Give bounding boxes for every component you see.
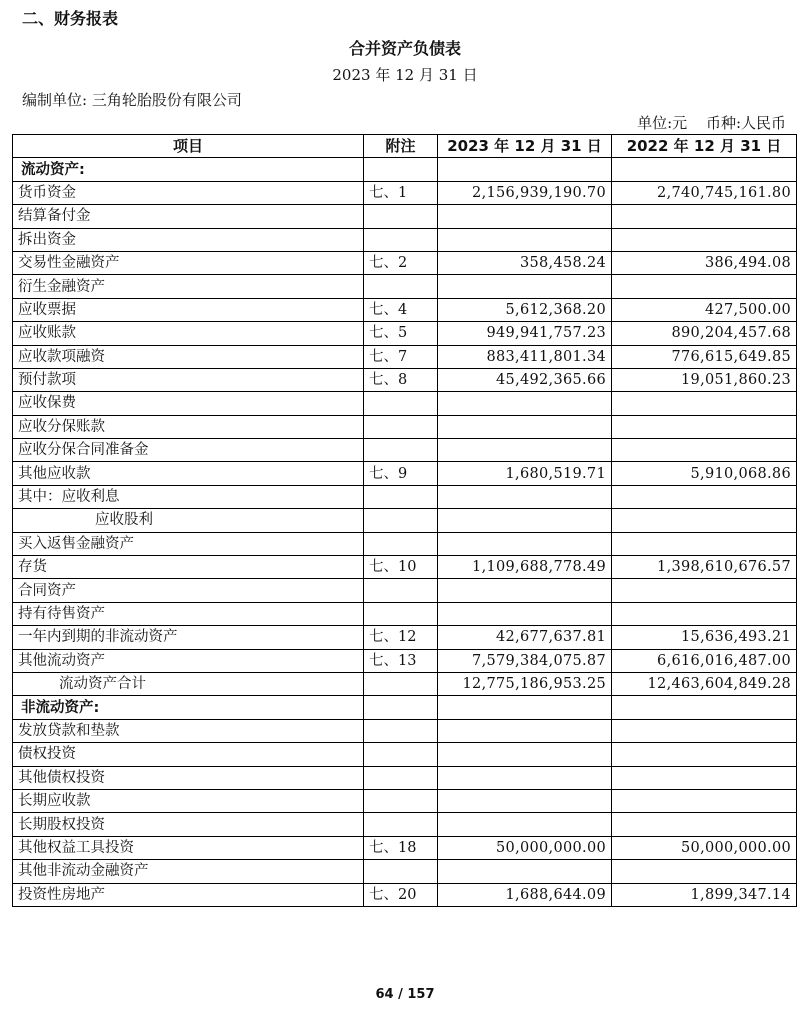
row-note [364, 158, 438, 181]
row-note [364, 743, 438, 766]
row-item-label: 应收票据 [13, 298, 364, 321]
row-value-2022: 890,204,457.68 [612, 322, 797, 345]
table-row [13, 649, 797, 672]
row-value-2022 [612, 602, 797, 625]
row-value-2023 [438, 743, 612, 766]
row-note [364, 602, 438, 625]
row-note [364, 789, 438, 812]
row-item-label: 其中：应收利息 [13, 485, 364, 508]
row-value-2022: 1,899,347.14 [612, 883, 797, 906]
page-number: 64 / 157 [375, 987, 435, 1002]
row-value-2022: 12,463,604,849.28 [612, 672, 797, 695]
table-row [13, 205, 797, 228]
row-item-label: 长期股权投资 [13, 813, 364, 836]
row-value-2022: 15,636,493.21 [612, 626, 797, 649]
row-note: 七、18 [364, 836, 438, 859]
row-item-label: 其他流动资产 [13, 649, 364, 672]
row-note: 七、10 [364, 556, 438, 579]
row-value-2023: 50,000,000.00 [438, 836, 612, 859]
row-item-label: 交易性金融资产 [13, 251, 364, 274]
row-value-2022 [612, 813, 797, 836]
document-date: 2023 年 12 月 31 日 [332, 66, 478, 84]
row-value-2022: 5,910,068.86 [612, 462, 797, 485]
row-note: 七、9 [364, 462, 438, 485]
table-row [13, 813, 797, 836]
row-item-label: 持有待售资产 [13, 602, 364, 625]
row-item-label: 衍生金融资产 [13, 275, 364, 298]
row-item-label: 债权投资 [13, 743, 364, 766]
table-row [13, 181, 797, 204]
row-item-label: 投资性房地产 [13, 883, 364, 906]
row-item-label: 发放贷款和垫款 [13, 719, 364, 742]
row-item-label: 存货 [13, 556, 364, 579]
row-note: 七、8 [364, 368, 438, 391]
row-item-label: 合同资产 [13, 579, 364, 602]
row-value-2023 [438, 392, 612, 415]
row-note: 七、2 [364, 251, 438, 274]
row-value-2023 [438, 719, 612, 742]
table-row [13, 789, 797, 812]
row-item-label: 其他非流动金融资产 [13, 860, 364, 883]
row-value-2023: 949,941,757.23 [438, 322, 612, 345]
row-value-2023 [438, 532, 612, 555]
unit-currency-line [637, 112, 786, 133]
row-value-2023: 883,411,801.34 [438, 345, 612, 368]
row-note [364, 579, 438, 602]
row-value-2023: 12,775,186,953.25 [438, 672, 612, 695]
table-row [13, 392, 797, 415]
row-note: 七、1 [364, 181, 438, 204]
row-value-2023 [438, 205, 612, 228]
row-value-2022: 776,615,649.85 [612, 345, 797, 368]
row-value-2022 [612, 579, 797, 602]
row-value-2022 [612, 485, 797, 508]
table-header-row [13, 135, 797, 158]
table-row [13, 345, 797, 368]
table-row [13, 228, 797, 251]
row-note: 七、7 [364, 345, 438, 368]
table-row [13, 743, 797, 766]
row-value-2023 [438, 485, 612, 508]
row-value-2023 [438, 415, 612, 438]
row-item-label: 买入返售金融资产 [13, 532, 364, 555]
table-row [13, 696, 797, 719]
row-value-2022 [612, 860, 797, 883]
row-note [364, 766, 438, 789]
table-row [13, 883, 797, 906]
row-value-2023: 45,492,365.66 [438, 368, 612, 391]
row-value-2023 [438, 766, 612, 789]
table-row [13, 509, 797, 532]
row-value-2023 [438, 860, 612, 883]
header-item: 项目 [13, 135, 364, 158]
row-note [364, 860, 438, 883]
row-item-label: 预付款项 [13, 368, 364, 391]
row-value-2023: 5,612,368.20 [438, 298, 612, 321]
row-note [364, 813, 438, 836]
row-value-2023: 42,677,637.81 [438, 626, 612, 649]
row-item-label: 其他债权投资 [13, 766, 364, 789]
currency-label: 币种:人民币 [705, 114, 786, 132]
row-item-label: 流动资产: [13, 158, 364, 181]
row-item-label: 应收保费 [13, 392, 364, 415]
row-value-2022: 427,500.00 [612, 298, 797, 321]
row-value-2022 [612, 392, 797, 415]
row-note: 七、20 [364, 883, 438, 906]
header-2023: 2023 年 12 月 31 日 [438, 135, 612, 158]
row-value-2022 [612, 275, 797, 298]
row-note [364, 392, 438, 415]
row-item-label: 一年内到期的非流动资产 [13, 626, 364, 649]
table-row [13, 462, 797, 485]
row-value-2023 [438, 228, 612, 251]
row-item-label: 货币资金 [13, 181, 364, 204]
row-value-2022 [612, 415, 797, 438]
row-note [364, 719, 438, 742]
row-item-label: 应收账款 [13, 322, 364, 345]
table-row [13, 322, 797, 345]
table-row [13, 439, 797, 462]
row-value-2023 [438, 275, 612, 298]
row-value-2022 [612, 743, 797, 766]
document-title: 合并资产负债表 [348, 39, 461, 58]
table-row [13, 251, 797, 274]
section-title: 二、财务报表 [22, 9, 119, 28]
row-value-2022 [612, 158, 797, 181]
row-value-2022 [612, 228, 797, 251]
row-value-2023 [438, 509, 612, 532]
row-note [364, 696, 438, 719]
table-row [13, 298, 797, 321]
row-item-label: 应收款项融资 [13, 345, 364, 368]
row-value-2022: 50,000,000.00 [612, 836, 797, 859]
row-item-label: 其他权益工具投资 [13, 836, 364, 859]
row-value-2022 [612, 766, 797, 789]
row-item-label: 流动资产合计 [13, 672, 364, 695]
unit-label: 单位:元 [637, 114, 688, 132]
table-row [13, 556, 797, 579]
row-value-2022 [612, 532, 797, 555]
row-value-2023 [438, 158, 612, 181]
row-value-2023: 1,688,644.09 [438, 883, 612, 906]
row-item-label: 拆出资金 [13, 228, 364, 251]
row-note: 七、4 [364, 298, 438, 321]
header-note: 附注 [364, 135, 438, 158]
row-value-2022 [612, 719, 797, 742]
table-row [13, 579, 797, 602]
row-value-2022: 19,051,860.23 [612, 368, 797, 391]
row-note: 七、5 [364, 322, 438, 345]
table-body [13, 158, 797, 907]
row-note [364, 275, 438, 298]
table-row [13, 158, 797, 181]
table-row [13, 766, 797, 789]
table-row [13, 836, 797, 859]
row-value-2023 [438, 813, 612, 836]
row-note: 七、12 [364, 626, 438, 649]
row-value-2022: 6,616,016,487.00 [612, 649, 797, 672]
row-value-2022 [612, 696, 797, 719]
row-item-label: 应收股利 [13, 509, 364, 532]
row-item-label: 其他应收款 [13, 462, 364, 485]
table-row [13, 532, 797, 555]
row-value-2023: 358,458.24 [438, 251, 612, 274]
row-note [364, 532, 438, 555]
row-value-2023: 1,109,688,778.49 [438, 556, 612, 579]
row-value-2023: 2,156,939,190.70 [438, 181, 612, 204]
row-note: 七、13 [364, 649, 438, 672]
row-value-2022: 2,740,745,161.80 [612, 181, 797, 204]
table-row [13, 719, 797, 742]
row-value-2023 [438, 789, 612, 812]
table-row [13, 626, 797, 649]
balance-sheet-table [12, 134, 797, 907]
row-note [364, 439, 438, 462]
row-value-2023: 7,579,384,075.87 [438, 649, 612, 672]
table-row [13, 415, 797, 438]
row-item-label: 应收分保合同准备金 [13, 439, 364, 462]
table-row [13, 275, 797, 298]
table-row [13, 860, 797, 883]
table-row [13, 602, 797, 625]
row-note [364, 509, 438, 532]
row-note [364, 415, 438, 438]
row-item-label: 结算备付金 [13, 205, 364, 228]
header-2022: 2022 年 12 月 31 日 [612, 135, 797, 158]
row-value-2023 [438, 439, 612, 462]
row-note [364, 228, 438, 251]
row-value-2022 [612, 509, 797, 532]
row-item-label: 长期应收款 [13, 789, 364, 812]
row-note [364, 485, 438, 508]
row-value-2022: 1,398,610,676.57 [612, 556, 797, 579]
compiling-unit: 编制单位: 三角轮胎股份有限公司 [22, 91, 242, 109]
row-value-2022: 386,494.08 [612, 251, 797, 274]
row-item-label: 应收分保账款 [13, 415, 364, 438]
row-value-2023 [438, 602, 612, 625]
table-row [13, 672, 797, 695]
table-row [13, 485, 797, 508]
row-value-2022 [612, 789, 797, 812]
row-value-2022 [612, 205, 797, 228]
table-row [13, 368, 797, 391]
row-note [364, 672, 438, 695]
row-value-2023 [438, 696, 612, 719]
row-note [364, 205, 438, 228]
row-item-label: 非流动资产: [13, 696, 364, 719]
row-value-2023: 1,680,519.71 [438, 462, 612, 485]
row-value-2022 [612, 439, 797, 462]
row-value-2023 [438, 579, 612, 602]
